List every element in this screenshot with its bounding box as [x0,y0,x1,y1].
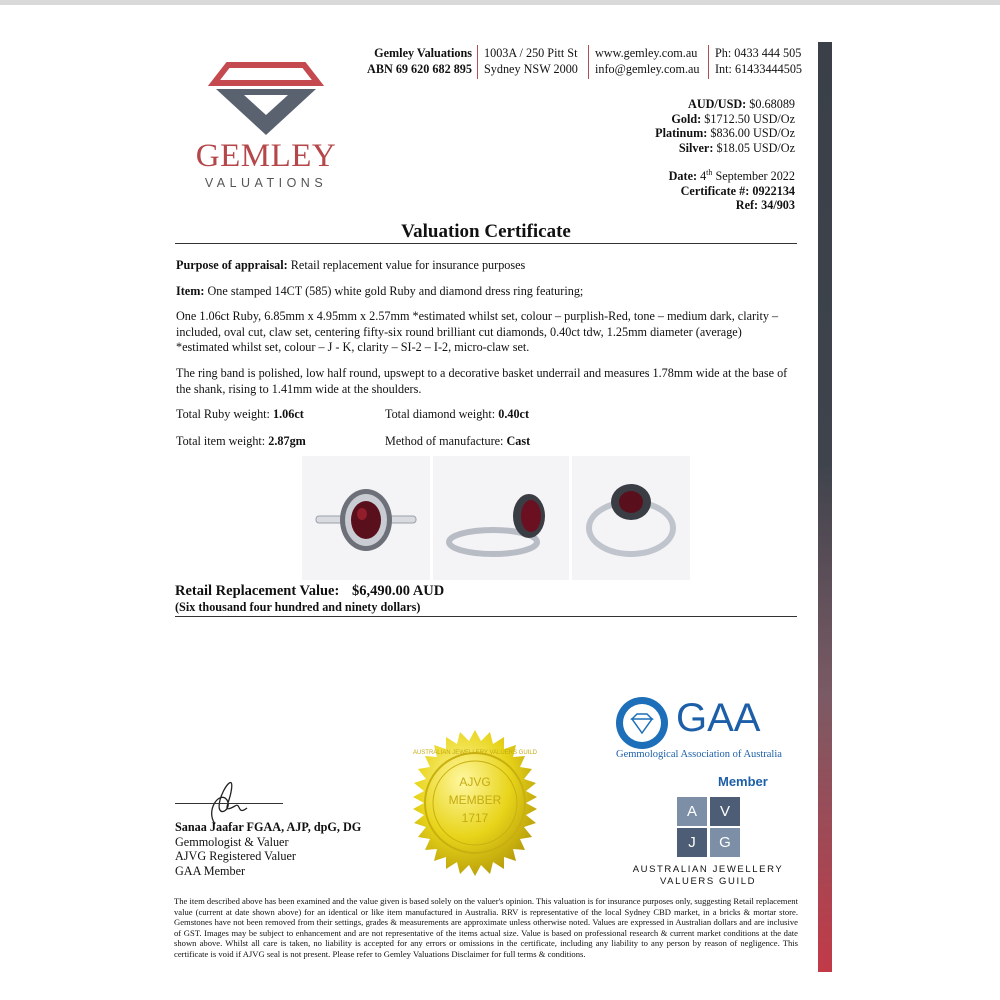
metal-rates [560,97,795,155]
email-link[interactable]: info@gemley.com.au [595,62,700,76]
ring-photos [302,456,690,580]
header-divider [588,45,589,79]
document-title: Valuation Certificate [401,221,571,242]
item-weight-value: 2.87gm [268,434,306,448]
item-weight [176,434,306,449]
header-company-block [364,45,472,77]
website-link[interactable]: www.gemley.com.au [595,46,698,60]
retail-value-label: Retail Replacement Value: [175,583,340,599]
ajvg-tile-v: V [710,797,740,826]
diamond-weight [385,407,529,422]
diamond-weight-value: 0.40ct [498,407,530,421]
seal-ring-text: AUSTRALIAN JEWELLERY VALUERS GUILD [412,750,538,756]
signatory-role-3: GAA Member [175,863,246,878]
item-label: Item: [176,284,205,298]
certificate-meta [560,166,795,213]
ref-number: 34/903 [761,198,795,213]
logo-wordmark: GEMLEY [195,138,337,174]
intl-phone: Int: 61433444505 [715,62,803,76]
ruby-weight-label: Total Ruby weight: [176,407,270,421]
item-line [176,284,796,300]
purpose-text: Retail replacement value for insurance purposes [290,258,526,272]
scan-edge [0,0,1000,5]
seal-line-3: 1717 [461,811,489,825]
manufacture-method [385,434,530,449]
date-day: 4 [700,169,707,184]
gold-label: Gold: [671,111,702,126]
silver-label: Silver: [678,140,714,155]
platinum-label: Platinum: [655,126,708,140]
purpose-line [176,258,796,274]
abn: ABN 69 620 682 895 [367,62,472,76]
seal-line-1: AJVG [459,775,491,789]
band-description: The ring band is polished, low half round, upswept to a decorative basket underrail and measures 1.78mm wide at the base of the shank, rising to 1.41mm wide at the shoulders. [176,366,788,396]
header-divider [708,45,709,79]
logo-subtitle: VALUATIONS [204,176,328,190]
ajvg-name-line-2: VALUERS GUILD [659,876,757,887]
signatory-name: Sanaa Jaafar FGAA, AJP, dpG, DG [175,820,362,834]
method-label: Method of manufacture: [385,434,504,448]
gaa-full-name: Gemmological Association of Australia [616,749,782,760]
seal-line-2: MEMBER [448,793,502,807]
header-phone-block [715,45,810,77]
method-value: Cast [506,434,531,448]
signatory-role-1: Gemmologist & Valuer [175,834,289,849]
date-rest: September 2022 [715,169,795,184]
address-line-2: Sydney NSW 2000 [484,62,578,76]
ajvg-tile-j: J [677,828,707,857]
title-rule [175,243,797,244]
member-label: Member [718,774,768,789]
value-rule [175,616,797,617]
ajvg-name-line-1: AUSTRALIAN JEWELLERY [632,864,784,875]
date-label: Date: [668,169,698,184]
ajvg-seal-icon [400,728,550,878]
ruby-weight [176,407,304,422]
retail-value-words: (Six thousand four hundred and ninety dollars) [175,600,421,614]
gold-value: $1712.50 USD/Oz [704,111,795,126]
diamond-weight-label: Total diamond weight: [385,407,496,421]
disclaimer: The item described above has been examined and the value given is based solely on the valuer's opinion. This valuation is for insurance purposes only, suggesting Retail replacement value (current at date shown above) for an identical or like item manufactured in Australia. RRV is representative of the local Sydney CBD market, in a bricks & mortar store. Gemstones have not been removed from their settings, grades & measurements are approximate unless otherwise noted. Values are expressed in Australian dollars and are inclusive of GST. Images may be subject to enhancement and are not representative of the items actual size. Value is based on professional research & current market conditions at the date shown above. Whilst all care is taken, no liability is accepted for any errors or omissions in the certificate, including any liability to any person by reason of negligence. This certificate is void if AJVG seal is not present. Please refer to Gemley Valuations Disclaimer for full terms & conditions. [174,896,798,959]
ajvg-name [628,864,788,888]
item-description: One 1.06ct Ruby, 6.85mm x 4.95mm x 2.57mm *estimated whilst set, colour – purplish-Red, tone – medium dark, clarity – included, oval cut, claw set, centering fifty-six round brilliant cut diamonds, 0.40ct tdw, 1.25mm diameter (average) *estimated whilst set, colour – J - K, clarity – SI-2 – I-2, micro-claw set. [176,309,779,354]
signature-line [175,803,283,804]
item-weight-label: Total item weight: [176,434,266,448]
gaa-acronym: GAA [676,696,761,740]
gaa-badge-icon [614,695,670,751]
certificate-number: 0922134 [752,183,795,198]
retail-value-amount: $6,490.00 AUD [352,583,445,599]
side-accent-bar [818,42,832,972]
silver-value: $18.05 USD/Oz [716,140,795,155]
header-address-block [484,45,584,77]
signatory-role-2: AJVG Registered Valuer [175,849,296,863]
ring-photo-front [302,456,430,580]
address-line-1: 1003A / 250 Pitt St [484,46,578,60]
header-divider [477,45,478,79]
header-web-block [595,45,703,77]
ring-photo-side [433,456,569,580]
ref-label: Ref: [735,198,759,213]
purpose-label: Purpose of appraisal: [176,258,288,272]
certificate-label: Certificate #: [680,183,750,198]
aud-value: $0.68089 [749,97,795,111]
date-suffix: th [706,168,713,177]
company-name: Gemley Valuations [374,46,472,60]
ruby-weight-value: 1.06ct [272,407,304,421]
item-text: One stamped 14CT (585) white gold Ruby and diamond dress ring featuring; [207,284,584,298]
ajvg-logo-icon [677,797,741,859]
signatory-block [175,820,361,878]
platinum-value: $836.00 USD/Oz [710,126,795,140]
aud-label: AUD/USD: [688,97,747,111]
phone: Ph: 0433 444 505 [715,46,802,60]
ajvg-tile-g: G [710,828,740,857]
ajvg-tile-a: A [677,797,707,826]
ring-photo-top [572,456,690,580]
